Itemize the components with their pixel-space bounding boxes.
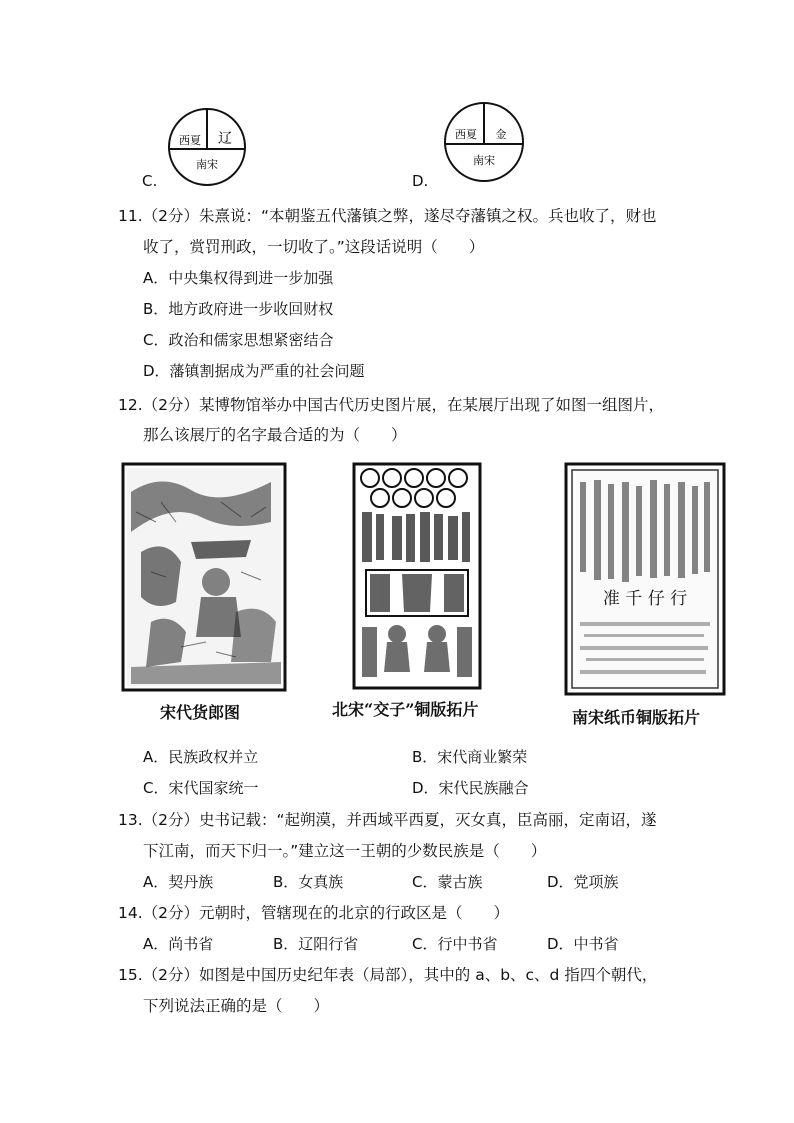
peddler-painting-image: [121, 462, 287, 692]
question-14-line-1: 14.（2分）元朝时，管辖现在的北京的行政区是（ ）: [118, 904, 510, 922]
diagram-d-top-left: 西夏: [455, 128, 477, 141]
question-11-line-2: 收了，赏罚刑政，一切收了。”这段话说明（ ）: [143, 238, 485, 256]
question-13-option-d: D．党项族: [547, 873, 619, 891]
option-d-label: D.: [412, 172, 429, 190]
question-12-option-b: B．宋代商业繁荣: [412, 748, 528, 766]
question-11-option-d: D．藩镇割据成为严重的社会问题: [143, 362, 365, 380]
question-13-line-2: 下江南，而天下归一。”建立这一王朝的少数民族是（ ）: [143, 842, 547, 860]
question-11-option-a: A．中央集权得到进一步加强: [143, 269, 334, 287]
question-13-option-b: B．女真族: [273, 873, 344, 891]
question-12-option-a: A．民族政权并立: [143, 748, 259, 766]
question-12-line-2: 那么该展厅的名字最合适的为（ ）: [143, 426, 407, 444]
banknote-print-text: 准 千 仔 行: [602, 589, 688, 609]
question-12-line-1: 12.（2分）某博物馆举办中国古代历史图片展，在某展厅出现了如图一组图片，: [118, 396, 665, 414]
caption-peddler: 宋代货郎图: [160, 703, 241, 722]
diagram-c-top-right: 辽: [218, 131, 232, 147]
question-11-option-c: C．政治和儒家思想紧密结合: [143, 331, 334, 349]
caption-southern-song-money: 南宋纸币铜版拓片: [572, 708, 701, 727]
regime-diagram-d: [442, 100, 526, 184]
diagram-c-top-left: 西夏: [179, 134, 201, 147]
question-13-option-a: A．契丹族: [143, 873, 214, 891]
question-13-option-c: C．蒙古族: [412, 873, 483, 891]
question-13-line-1: 13.（2分）史书记载：“起朔漠，并西域平西夏，灭女真，臣高丽，定南诏，遂: [118, 811, 657, 829]
question-15-line-2: 下列说法正确的是（ ）: [143, 997, 330, 1015]
question-14-option-b: B．辽阳行省: [273, 935, 359, 953]
diagram-d-top-right: 金: [495, 128, 507, 141]
question-11-line-1: 11.（2分）朱熹说：“本朝鉴五代藩镇之弊，遂尽夺藩镇之权。兵也收了，财也: [118, 207, 657, 225]
option-c-label: C.: [142, 172, 158, 190]
caption-jiaozi: 北宋“交子”铜版拓片: [332, 700, 479, 719]
diagram-c-bottom: 南宋: [196, 158, 218, 171]
question-14-option-a: A．尚书省: [143, 935, 214, 953]
question-12-option-d: D．宋代民族融合: [412, 779, 529, 797]
southern-song-banknote-rubbing-image: [564, 462, 726, 696]
question-11-option-b: B．地方政府进一步收回财权: [143, 300, 334, 318]
regime-diagram-c: [166, 106, 248, 188]
question-15-line-1: 15.（2分）如图是中国历史纪年表（局部），其中的 a、b、c、d 指四个朝代，: [118, 966, 658, 984]
question-14-option-c: C．行中书省: [412, 935, 498, 953]
question-14-option-d: D．中书省: [547, 935, 619, 953]
question-12-option-c: C．宋代国家统一: [143, 779, 259, 797]
jiaozi-rubbing-image: [352, 462, 482, 690]
diagram-d-bottom: 南宋: [473, 154, 495, 167]
